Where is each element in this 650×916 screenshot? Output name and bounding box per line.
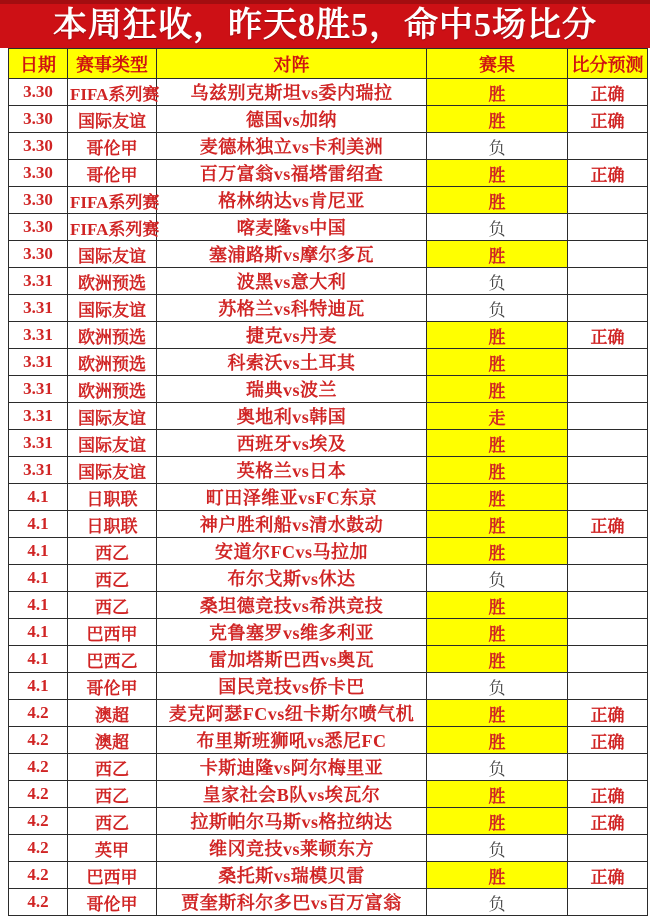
prediction-cell: 正确 <box>568 808 648 835</box>
league-cell: 西乙 <box>68 781 157 808</box>
date-cell: 4.2 <box>9 727 68 754</box>
table-row <box>9 754 648 781</box>
result-cell: 胜 <box>427 430 568 457</box>
date-cell: 4.1 <box>9 619 68 646</box>
prediction-cell: 正确 <box>568 106 648 133</box>
league-cell: 巴西甲 <box>68 619 157 646</box>
prediction-cell <box>568 349 648 376</box>
prediction-cell: 正确 <box>568 727 648 754</box>
prediction-cell <box>568 484 648 511</box>
match-cell: 瑞典vs波兰 <box>157 376 427 403</box>
league-cell: 英甲 <box>68 835 157 862</box>
table-row <box>9 646 648 673</box>
table-row <box>9 457 648 484</box>
date-cell: 3.31 <box>9 295 68 322</box>
col-header-result: 赛果 <box>427 49 568 79</box>
league-cell: 国际友谊 <box>68 457 157 484</box>
league-cell: 欧洲预选 <box>68 268 157 295</box>
col-header-match: 对阵 <box>157 49 427 79</box>
match-cell: 神户胜利船vs清水鼓动 <box>157 511 427 538</box>
prediction-cell: 正确 <box>568 511 648 538</box>
date-cell: 4.2 <box>9 700 68 727</box>
date-cell: 4.2 <box>9 835 68 862</box>
date-cell: 3.30 <box>9 160 68 187</box>
table-row <box>9 133 648 160</box>
prediction-cell <box>568 214 648 241</box>
result-cell: 胜 <box>427 808 568 835</box>
header-row <box>9 49 648 79</box>
result-cell: 走 <box>427 403 568 430</box>
match-cell: 苏格兰vs科特迪瓦 <box>157 295 427 322</box>
banner <box>0 0 650 48</box>
league-cell: FIFA系列赛 <box>68 187 157 214</box>
prediction-cell <box>568 835 648 862</box>
date-cell: 3.30 <box>9 79 68 106</box>
league-cell: FIFA系列赛 <box>68 214 157 241</box>
prediction-cell <box>568 241 648 268</box>
match-cell: 波黑vs意大利 <box>157 268 427 295</box>
prediction-cell <box>568 538 648 565</box>
result-cell: 胜 <box>427 160 568 187</box>
match-cell: 克鲁塞罗vs维多利亚 <box>157 619 427 646</box>
match-cell: 国民竞技vs侨卡巴 <box>157 673 427 700</box>
date-cell: 3.31 <box>9 322 68 349</box>
table-row <box>9 592 648 619</box>
date-cell: 3.31 <box>9 268 68 295</box>
date-cell: 3.31 <box>9 376 68 403</box>
result-cell: 胜 <box>427 79 568 106</box>
match-cell: 西班牙vs埃及 <box>157 430 427 457</box>
result-cell: 胜 <box>427 376 568 403</box>
result-cell: 胜 <box>427 106 568 133</box>
table-row <box>9 430 648 457</box>
table-row <box>9 889 648 916</box>
prediction-cell <box>568 673 648 700</box>
league-cell: 哥伦甲 <box>68 133 157 160</box>
table-row <box>9 862 648 889</box>
result-cell: 胜 <box>427 241 568 268</box>
league-cell: 澳超 <box>68 727 157 754</box>
match-cell: 德国vs加纳 <box>157 106 427 133</box>
prediction-cell <box>568 646 648 673</box>
result-cell: 胜 <box>427 484 568 511</box>
prediction-cell: 正确 <box>568 160 648 187</box>
result-cell: 胜 <box>427 646 568 673</box>
result-cell: 胜 <box>427 862 568 889</box>
table-row <box>9 673 648 700</box>
match-cell: 乌兹别克斯坦vs委内瑞拉 <box>157 79 427 106</box>
prediction-cell <box>568 754 648 781</box>
result-cell: 胜 <box>427 349 568 376</box>
date-cell: 4.1 <box>9 592 68 619</box>
prediction-cell: 正确 <box>568 79 648 106</box>
table-row <box>9 106 648 133</box>
table-row <box>9 808 648 835</box>
league-cell: 西乙 <box>68 592 157 619</box>
league-cell: 西乙 <box>68 754 157 781</box>
match-cell: 科索沃vs土耳其 <box>157 349 427 376</box>
league-cell: 西乙 <box>68 808 157 835</box>
league-cell: 国际友谊 <box>68 430 157 457</box>
table-row <box>9 322 648 349</box>
result-cell: 胜 <box>427 187 568 214</box>
date-cell: 3.30 <box>9 106 68 133</box>
result-cell: 胜 <box>427 511 568 538</box>
date-cell: 3.30 <box>9 187 68 214</box>
date-cell: 3.31 <box>9 403 68 430</box>
prediction-cell <box>568 268 648 295</box>
table-row <box>9 403 648 430</box>
league-cell: 国际友谊 <box>68 295 157 322</box>
date-cell: 4.1 <box>9 565 68 592</box>
banner-title: 本周狂收，昨天8胜5，命中5场比分 <box>53 7 597 44</box>
match-cell: 麦克阿瑟FCvs纽卡斯尔喷气机 <box>157 700 427 727</box>
prediction-cell <box>568 187 648 214</box>
prediction-cell: 正确 <box>568 781 648 808</box>
table-row <box>9 781 648 808</box>
match-cell: 卡斯迪隆vs阿尔梅里亚 <box>157 754 427 781</box>
table-row <box>9 187 648 214</box>
match-cell: 雷加塔斯巴西vs奥瓦 <box>157 646 427 673</box>
table-row <box>9 376 648 403</box>
results-table <box>8 48 648 916</box>
league-cell: 国际友谊 <box>68 106 157 133</box>
match-cell: 格林纳达vs肯尼亚 <box>157 187 427 214</box>
table-row <box>9 538 648 565</box>
result-cell: 胜 <box>427 592 568 619</box>
result-cell: 负 <box>427 295 568 322</box>
prediction-cell <box>568 403 648 430</box>
league-cell: 哥伦甲 <box>68 673 157 700</box>
date-cell: 3.30 <box>9 214 68 241</box>
date-cell: 4.2 <box>9 862 68 889</box>
prediction-cell: 正确 <box>568 862 648 889</box>
table-row <box>9 619 648 646</box>
result-cell: 负 <box>427 835 568 862</box>
match-cell: 英格兰vs日本 <box>157 457 427 484</box>
match-cell: 布尔戈斯vs休达 <box>157 565 427 592</box>
date-cell: 3.30 <box>9 241 68 268</box>
match-cell: 捷克vs丹麦 <box>157 322 427 349</box>
prediction-cell: 正确 <box>568 700 648 727</box>
date-cell: 4.1 <box>9 673 68 700</box>
prediction-cell: 正确 <box>568 322 648 349</box>
match-cell: 布里斯班狮吼vs悉尼FC <box>157 727 427 754</box>
league-cell: 欧洲预选 <box>68 349 157 376</box>
match-cell: 维冈竞技vs莱顿东方 <box>157 835 427 862</box>
result-cell: 胜 <box>427 781 568 808</box>
table-row <box>9 511 648 538</box>
col-header-date: 日期 <box>9 49 68 79</box>
match-cell: 町田泽维亚vsFC东京 <box>157 484 427 511</box>
match-cell: 拉斯帕尔马斯vs格拉纳达 <box>157 808 427 835</box>
table-row <box>9 295 648 322</box>
table-row <box>9 214 648 241</box>
result-cell: 胜 <box>427 322 568 349</box>
table-row <box>9 484 648 511</box>
match-cell: 皇家社会B队vs埃瓦尔 <box>157 781 427 808</box>
league-cell: 国际友谊 <box>68 403 157 430</box>
result-cell: 负 <box>427 565 568 592</box>
table-row <box>9 349 648 376</box>
date-cell: 4.2 <box>9 808 68 835</box>
result-cell: 负 <box>427 754 568 781</box>
table-row <box>9 565 648 592</box>
league-cell: 国际友谊 <box>68 241 157 268</box>
league-cell: 欧洲预选 <box>68 322 157 349</box>
result-cell: 胜 <box>427 538 568 565</box>
prediction-cell <box>568 592 648 619</box>
match-cell: 桑坦德竞技vs希洪竞技 <box>157 592 427 619</box>
date-cell: 3.31 <box>9 457 68 484</box>
result-cell: 胜 <box>427 457 568 484</box>
league-cell: 欧洲预选 <box>68 376 157 403</box>
match-cell: 麦德林独立vs卡利美洲 <box>157 133 427 160</box>
result-cell: 负 <box>427 889 568 916</box>
date-cell: 4.1 <box>9 484 68 511</box>
prediction-cell <box>568 376 648 403</box>
date-cell: 4.1 <box>9 646 68 673</box>
league-cell: 西乙 <box>68 538 157 565</box>
date-cell: 4.2 <box>9 781 68 808</box>
table-row <box>9 79 648 106</box>
col-header-prediction: 比分预测 <box>568 49 648 79</box>
table-row <box>9 241 648 268</box>
result-cell: 胜 <box>427 727 568 754</box>
prediction-cell <box>568 619 648 646</box>
result-cell: 负 <box>427 214 568 241</box>
table-row <box>9 160 648 187</box>
prediction-cell <box>568 565 648 592</box>
table-row <box>9 700 648 727</box>
result-cell: 胜 <box>427 619 568 646</box>
result-cell: 胜 <box>427 700 568 727</box>
result-cell: 负 <box>427 268 568 295</box>
match-cell: 安道尔FCvs马拉加 <box>157 538 427 565</box>
prediction-cell <box>568 889 648 916</box>
prediction-cell <box>568 457 648 484</box>
league-cell: FIFA系列赛 <box>68 79 157 106</box>
league-cell: 日职联 <box>68 511 157 538</box>
prediction-cell <box>568 133 648 160</box>
result-cell: 负 <box>427 673 568 700</box>
match-cell: 奥地利vs韩国 <box>157 403 427 430</box>
results-table-body <box>9 79 648 916</box>
table-row <box>9 268 648 295</box>
date-cell: 3.31 <box>9 349 68 376</box>
result-cell: 负 <box>427 133 568 160</box>
prediction-cell <box>568 295 648 322</box>
date-cell: 3.30 <box>9 133 68 160</box>
col-header-league: 赛事类型 <box>68 49 157 79</box>
match-cell: 喀麦隆vs中国 <box>157 214 427 241</box>
match-cell: 百万富翁vs福塔雷绍查 <box>157 160 427 187</box>
table-row <box>9 727 648 754</box>
league-cell: 西乙 <box>68 565 157 592</box>
date-cell: 4.1 <box>9 538 68 565</box>
date-cell: 4.1 <box>9 511 68 538</box>
league-cell: 哥伦甲 <box>68 889 157 916</box>
table-row <box>9 835 648 862</box>
prediction-cell <box>568 430 648 457</box>
league-cell: 巴西甲 <box>68 862 157 889</box>
match-cell: 桑托斯vs瑞模贝雷 <box>157 862 427 889</box>
league-cell: 巴西乙 <box>68 646 157 673</box>
date-cell: 3.31 <box>9 430 68 457</box>
results-table-header <box>9 49 648 79</box>
league-cell: 哥伦甲 <box>68 160 157 187</box>
date-cell: 4.2 <box>9 754 68 781</box>
match-cell: 贾奎斯科尔多巴vs百万富翁 <box>157 889 427 916</box>
match-cell: 塞浦路斯vs摩尔多瓦 <box>157 241 427 268</box>
league-cell: 澳超 <box>68 700 157 727</box>
date-cell: 4.2 <box>9 889 68 916</box>
league-cell: 日职联 <box>68 484 157 511</box>
